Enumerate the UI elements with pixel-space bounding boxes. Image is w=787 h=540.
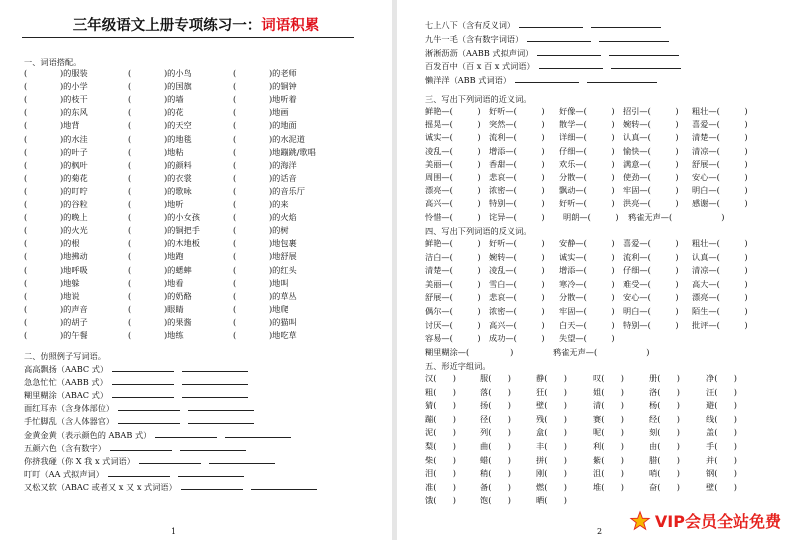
fill-blank-item[interactable]: ( )地爬 [233, 303, 289, 314]
fill-blank-item[interactable]: 牢固—( ) [623, 185, 679, 196]
fill-blank-item[interactable]: 呢( ) [593, 427, 624, 438]
fill-blank-item[interactable]: 仔细—( ) [559, 145, 615, 156]
imitate-prompt: 叮叮（AA 式拟声词） [24, 468, 104, 479]
fill-blank-item[interactable]: 杨( ) [649, 400, 680, 411]
fill-blank-item[interactable]: 明白—( ) [692, 185, 748, 196]
fill-blank-item[interactable]: 鲜艳—( ) [425, 106, 481, 116]
title-highlight: 词语积累 [261, 18, 320, 34]
fill-blank-item[interactable]: ( )地吃草 [233, 330, 297, 340]
imitate-line [425, 59, 681, 73]
answer-line[interactable] [591, 18, 661, 28]
fill-blank-item[interactable]: 好听—( ) [489, 106, 545, 116]
fill-blank-item[interactable]: ( )的红头 [233, 264, 297, 275]
fill-blank-item[interactable]: ( )的颜料 [128, 159, 192, 170]
fill-blank-item[interactable]: 明白—( ) [623, 306, 679, 316]
answer-line[interactable] [155, 428, 217, 438]
fill-blank-item[interactable]: 悲哀—( ) [489, 292, 545, 303]
fill-blank-item[interactable]: 悲哀—( ) [489, 172, 545, 182]
imitate-prompt: 百发百中（百 x 百 x 式词语） [425, 61, 535, 72]
fill-blank-item[interactable]: 沮( ) [593, 468, 624, 479]
fill-blank-item[interactable]: ( )的奶酪 [128, 290, 192, 301]
fill-blank-item[interactable]: 粗( ) [425, 386, 456, 397]
fill-blank-item[interactable]: 静( ) [536, 373, 567, 383]
answer-line[interactable] [182, 362, 248, 372]
fill-blank-item[interactable]: 由( ) [649, 441, 680, 451]
answer-line[interactable] [112, 388, 174, 398]
fill-blank-item[interactable]: ( )的音乐厅 [233, 185, 305, 196]
fill-blank-item[interactable]: ( )地呼吸 [24, 264, 88, 275]
fill-blank-item[interactable]: 糊里糊涂—( ) [425, 346, 514, 357]
fill-blank-item[interactable]: ( )地蹦跳/歌唱 [233, 146, 316, 157]
fill-blank-item[interactable]: ( )的声音 [24, 303, 88, 314]
fill-blank-item[interactable]: ( )的小学 [24, 81, 88, 92]
fill-blank-item[interactable]: 特别—( ) [623, 319, 679, 330]
fill-blank-item[interactable]: 美丽—( ) [425, 278, 481, 289]
fill-blank-item[interactable]: ( )的根 [24, 238, 80, 249]
page-2 [397, 0, 787, 540]
answer-line[interactable] [188, 414, 254, 424]
fill-blank-item[interactable]: 拼( ) [536, 454, 567, 465]
imitate-line [425, 18, 661, 32]
imitate-prompt: 糊里糊涂（ABAC 式） [24, 390, 109, 401]
fill-blank-item[interactable]: 漂亮—( ) [692, 292, 748, 303]
fill-blank-item[interactable]: 清凉—( ) [692, 265, 748, 276]
fill-blank-item[interactable]: 凌乱—( ) [489, 265, 545, 276]
fill-blank-item[interactable]: ( )的谷粒 [24, 199, 88, 209]
fill-blank-item[interactable]: 壁( ) [536, 400, 567, 411]
fill-blank-item[interactable]: ( )的叮咛 [24, 185, 88, 196]
fill-blank-item[interactable]: 汪( ) [706, 386, 737, 397]
imitate-line [24, 480, 317, 494]
fill-blank-item[interactable]: 丰( ) [536, 441, 567, 451]
imitate-prompt: 面红耳赤（含身体部位） [24, 403, 115, 414]
imitate-line [24, 362, 248, 376]
fill-blank-item[interactable]: ( )的蟋蟀 [128, 264, 192, 275]
fill-blank-item[interactable]: 感谢—( ) [692, 198, 748, 209]
imitate-prompt: 高高飘扬（AABC 式） [24, 364, 109, 374]
fill-blank-item[interactable]: 欢乐—( ) [559, 158, 615, 169]
fill-blank-item[interactable]: ( )地听 [128, 199, 184, 209]
fill-blank-item[interactable]: 残( ) [536, 413, 567, 424]
fill-blank-item[interactable]: 喜爱—( ) [623, 238, 679, 248]
section-2-heading: 二、仿照例子写词语。 [24, 351, 106, 361]
answer-line[interactable] [515, 73, 579, 83]
fill-blank-item[interactable]: 狂( ) [536, 386, 567, 397]
fill-blank-item[interactable]: ( )的枫叶 [24, 159, 88, 170]
fill-blank-item[interactable]: 特别—( ) [489, 198, 545, 209]
fill-blank-item[interactable]: 偶尔—( ) [425, 306, 481, 316]
fill-blank-item[interactable]: 舒展—( ) [692, 158, 748, 169]
fill-blank-item[interactable]: 婉转—( ) [623, 119, 679, 130]
fill-blank-item[interactable]: ( )的铜把手 [128, 225, 200, 236]
answer-line[interactable] [118, 401, 180, 411]
fill-blank-item[interactable]: 清楚—( ) [425, 265, 481, 276]
fill-blank-item[interactable]: 突然—( ) [489, 119, 545, 130]
fill-blank-item[interactable]: ( )的木地板 [128, 238, 200, 249]
fill-blank-item[interactable]: 堆( ) [593, 481, 624, 492]
fill-blank-item[interactable]: ( )的地面 [233, 120, 297, 131]
answer-line[interactable] [587, 73, 657, 83]
imitate-line [24, 428, 291, 442]
fill-blank-item[interactable]: 鲜艳—( ) [425, 238, 481, 248]
fill-blank-item[interactable]: 认真—( ) [623, 132, 679, 143]
fill-blank-item[interactable]: 喜爱—( ) [692, 119, 748, 130]
answer-line[interactable] [180, 441, 246, 451]
fill-blank-item[interactable]: 难受—( ) [623, 278, 679, 289]
fill-blank-item[interactable]: 陌生—( ) [692, 306, 748, 316]
fill-blank-item[interactable]: 钢( ) [706, 468, 737, 479]
fill-blank-item[interactable]: 净( ) [706, 373, 737, 383]
title-main: 三年级语文上册专项练习一： [72, 18, 262, 34]
fill-blank-item[interactable]: 曲( ) [480, 441, 511, 451]
fill-blank-item[interactable]: 姐( ) [593, 386, 624, 397]
fill-blank-item[interactable]: ( )地拂动 [24, 251, 88, 262]
fill-blank-item[interactable]: ( )的海洋 [233, 159, 297, 170]
fill-blank-item[interactable]: 分散—( ) [559, 292, 615, 303]
answer-line[interactable] [118, 414, 180, 424]
imitate-line [24, 375, 248, 389]
fill-blank-item[interactable]: 猜( ) [425, 400, 456, 411]
fill-blank-item[interactable]: ( )的火焰 [233, 212, 297, 223]
fill-blank-item[interactable]: 浓密—( ) [489, 185, 545, 196]
imitate-line [24, 454, 275, 468]
answer-line[interactable] [599, 32, 669, 42]
fill-blank-item[interactable]: 讨厌—( ) [425, 319, 481, 330]
imitate-prompt: 淅淅沥沥（AABB 式拟声词） [425, 47, 534, 58]
fill-blank-item[interactable]: ( )的果酱 [128, 316, 192, 327]
fill-blank-item[interactable]: 满意—( ) [623, 158, 679, 169]
fill-blank-item[interactable]: 扬( ) [480, 400, 511, 411]
fill-blank-item[interactable]: ( )的草丛 [233, 290, 297, 301]
fill-blank-item[interactable]: 刻( ) [649, 427, 680, 438]
fill-blank-item[interactable]: 高兴—( ) [489, 319, 545, 330]
fill-blank-item[interactable]: 寒冷—( ) [559, 278, 615, 289]
fill-blank-item[interactable]: ( )的老师 [233, 68, 297, 78]
answer-line[interactable] [178, 467, 244, 477]
imitate-line [24, 401, 254, 415]
imitate-prompt: 你挤我碰（你 X 我 x 式词语） [24, 455, 135, 466]
fill-blank-item[interactable]: 增添—( ) [559, 265, 615, 276]
fill-blank-item[interactable]: ( )地练 [128, 330, 184, 340]
fill-blank-item[interactable]: 高大—( ) [692, 278, 748, 289]
fill-blank-item[interactable]: ( )地舒展 [233, 251, 297, 262]
answer-line[interactable] [527, 32, 591, 42]
fill-blank-item[interactable]: ( )的衣裳 [128, 172, 192, 183]
fill-blank-item[interactable]: 安心—( ) [692, 172, 748, 182]
fill-blank-item[interactable]: ( )地看 [128, 277, 184, 288]
page-number: 1 [171, 527, 177, 536]
answer-line[interactable] [182, 375, 248, 385]
fill-blank-item[interactable]: 婉转—( ) [489, 251, 545, 262]
fill-blank-item[interactable]: 高兴—( ) [425, 198, 481, 209]
imitate-prompt: 懒洋洋（ABB 式词语） [425, 75, 512, 86]
section-3-heading: 三、写出下列词语的近义词。 [425, 94, 532, 104]
answer-line[interactable] [182, 388, 248, 398]
answer-line[interactable] [181, 480, 243, 490]
fill-blank-item[interactable]: ( )的东风 [24, 107, 88, 118]
fill-blank-item[interactable]: 增添—( ) [489, 145, 545, 156]
fill-blank-item[interactable]: 飘动—( ) [559, 185, 615, 196]
imitate-line [24, 388, 248, 402]
fill-blank-item[interactable]: 散学—( ) [559, 119, 615, 130]
fill-blank-item[interactable]: ( )的来 [233, 199, 289, 209]
fill-blank-item[interactable]: ( )的天空 [128, 120, 192, 131]
fill-blank-item[interactable]: 径( ) [480, 413, 511, 424]
imitate-line [24, 414, 254, 428]
fill-blank-item[interactable]: 蹦( ) [425, 413, 456, 424]
fill-blank-item[interactable]: 招引—( ) [623, 106, 679, 116]
fill-blank-item[interactable]: 清楚—( ) [692, 132, 748, 143]
fill-blank-item[interactable]: 泪( ) [425, 468, 456, 479]
fill-blank-item[interactable]: ( )地躲 [24, 277, 80, 288]
fill-blank-item[interactable]: 腊( ) [649, 454, 680, 465]
fill-blank-item[interactable]: 落( ) [480, 386, 511, 397]
fill-blank-item[interactable]: 分散—( ) [559, 172, 615, 182]
answer-line[interactable] [112, 362, 174, 372]
fill-blank-item[interactable]: 利( ) [593, 441, 624, 451]
fill-blank-item[interactable]: 诧异—( ) [489, 211, 545, 222]
imitate-line [425, 73, 657, 87]
fill-blank-item[interactable]: 洛( ) [649, 386, 680, 397]
fill-blank-item[interactable]: 线( ) [706, 413, 737, 424]
answer-line[interactable] [209, 454, 275, 464]
section-4-heading: 四、写出下列词语的反义词。 [425, 226, 532, 236]
fill-blank-item[interactable]: 怜惜—( ) [425, 211, 481, 222]
fill-blank-item[interactable]: 蜡( ) [480, 454, 511, 465]
fill-blank-item[interactable]: 晒( ) [536, 495, 567, 506]
imitate-line [425, 46, 679, 60]
fill-blank-item[interactable]: ( )地背 [24, 120, 80, 131]
fill-blank-item[interactable]: 燃( ) [536, 481, 567, 492]
fill-blank-item[interactable]: ( )地包裹 [233, 238, 297, 249]
section-5-heading: 五、形近字组词。 [425, 361, 491, 371]
answer-line[interactable] [225, 428, 291, 438]
fill-blank-item[interactable]: 白天—( ) [559, 319, 615, 330]
fill-blank-item[interactable]: ( )的午餐 [24, 330, 88, 340]
fill-blank-item[interactable]: ( )的歌咏 [128, 185, 192, 196]
fill-blank-item[interactable]: ( )的小女孩 [128, 212, 200, 223]
fill-blank-item[interactable]: 梨( ) [425, 441, 456, 451]
fill-blank-item[interactable]: 详细—( ) [559, 132, 615, 143]
fill-blank-item[interactable]: ( )眼睛 [128, 303, 184, 314]
imitate-prompt: 急急忙忙（AABB 式） [24, 377, 108, 388]
fill-blank-item[interactable]: 流利—( ) [489, 132, 545, 143]
fill-blank-item[interactable]: 安静—( ) [559, 238, 615, 248]
imitate-line [24, 441, 246, 455]
answer-line[interactable] [251, 480, 317, 490]
fill-blank-item[interactable]: 柴( ) [425, 454, 456, 465]
fill-blank-item[interactable]: ( )的水泥道 [233, 133, 305, 144]
imitate-prompt: 又松又软（ABAC 或者又 x 又 x 式词语） [24, 481, 177, 492]
fill-blank-item[interactable]: 饱( ) [480, 495, 511, 506]
fill-blank-item[interactable]: 避( ) [706, 400, 737, 411]
fill-blank-item[interactable]: ( )的墙 [128, 94, 184, 105]
fill-blank-item[interactable]: 批评—( ) [692, 319, 748, 330]
fill-blank-item[interactable]: 列( ) [480, 427, 511, 438]
fill-blank-item[interactable]: ( )的水洼 [24, 133, 88, 144]
fill-blank-item[interactable]: 流利—( ) [623, 251, 679, 262]
fill-blank-item[interactable]: 美丽—( ) [425, 158, 481, 169]
answer-line[interactable] [537, 46, 601, 56]
imitate-prompt: 九牛一毛（含有数字词语） [425, 33, 524, 44]
fill-blank-item[interactable]: 汉( ) [425, 373, 456, 383]
imitate-prompt: 金黄金黄（表示颜色的 ABAB 式） [24, 429, 152, 440]
fill-blank-item[interactable]: ( )的叶子 [24, 146, 88, 157]
fill-blank-item[interactable]: 明朗—( ) [563, 211, 619, 222]
fill-blank-item[interactable]: 周围—( ) [425, 172, 481, 182]
imitate-prompt: 五颜六色（含有数字） [24, 442, 106, 453]
fill-blank-item[interactable]: ( )的枝干 [24, 94, 88, 105]
fill-blank-item[interactable]: 香甜—( ) [489, 158, 545, 169]
fill-blank-item[interactable]: 奋( ) [649, 481, 680, 492]
answer-line[interactable] [188, 401, 254, 411]
fill-blank-item[interactable]: 鸦雀无声—( ) [628, 211, 725, 222]
fill-blank-item[interactable]: 哨( ) [649, 468, 680, 479]
fill-blank-item[interactable]: 失望—( ) [559, 333, 615, 344]
page-1 [0, 0, 392, 540]
fill-blank-item[interactable]: 舒展—( ) [425, 292, 481, 303]
fill-blank-item[interactable]: 紫( ) [593, 454, 624, 465]
fill-blank-item[interactable]: 粗壮—( ) [692, 106, 748, 116]
fill-blank-item[interactable]: ( )的菊花 [24, 172, 88, 183]
page-number: 2 [597, 527, 603, 536]
answer-line[interactable] [108, 467, 170, 477]
fill-blank-item[interactable]: ( )地叫 [233, 277, 289, 288]
fill-blank-item[interactable]: 认真—( ) [692, 251, 748, 262]
vip-watermark [629, 509, 781, 532]
fill-blank-item[interactable]: 刚( ) [536, 468, 567, 479]
fill-blank-item[interactable]: 成功—( ) [489, 333, 545, 344]
fill-blank-item[interactable]: 洁白—( ) [425, 251, 481, 262]
fill-blank-item[interactable]: 诚实—( ) [425, 132, 481, 143]
fill-blank-item[interactable]: 清凉—( ) [692, 145, 748, 156]
fill-blank-item[interactable]: ( )的小鸟 [128, 68, 192, 78]
star-icon [629, 510, 651, 532]
fill-blank-item[interactable]: 容易—( ) [425, 333, 481, 344]
fill-blank-item[interactable]: 好听—( ) [559, 198, 615, 209]
title-divider [22, 37, 354, 38]
fill-blank-item[interactable]: ( )地听着 [233, 94, 297, 105]
fill-blank-item[interactable]: ( )的晚上 [24, 212, 88, 223]
fill-blank-item[interactable]: ( )地粘 [128, 146, 184, 157]
fill-blank-item[interactable]: 雪白—( ) [489, 278, 545, 289]
answer-line[interactable] [139, 454, 201, 464]
fill-blank-item[interactable]: 服( ) [480, 373, 511, 383]
fill-blank-item[interactable]: 稍( ) [480, 468, 511, 479]
page-title [0, 14, 392, 35]
fill-blank-item[interactable]: 粗壮—( ) [692, 238, 748, 248]
fill-blank-item[interactable]: 诚实—( ) [559, 251, 615, 262]
fill-blank-item[interactable]: 经( ) [649, 413, 680, 424]
fill-blank-item[interactable]: 仔细—( ) [623, 265, 679, 276]
fill-blank-item[interactable]: ( )的国旗 [128, 81, 192, 92]
fill-blank-item[interactable]: 壁( ) [706, 481, 737, 492]
fill-blank-item[interactable]: 好像—( ) [559, 106, 615, 116]
fill-blank-item[interactable]: 准( ) [425, 481, 456, 492]
fill-blank-item[interactable]: ( )的话音 [233, 172, 297, 183]
fill-blank-item[interactable]: ( )的树 [233, 225, 289, 236]
fill-blank-item[interactable]: 摇晃—( ) [425, 119, 481, 130]
fill-blank-item[interactable]: ( )地画 [233, 107, 289, 118]
fill-blank-item[interactable]: ( )的铜钟 [233, 81, 297, 92]
section-1-heading: 一、词语搭配。 [24, 57, 82, 67]
fill-blank-item[interactable]: 洪亮—( ) [623, 198, 679, 209]
answer-line[interactable] [609, 46, 679, 56]
fill-blank-item[interactable]: 泥( ) [425, 427, 456, 438]
fill-blank-item[interactable]: 牢固—( ) [559, 306, 615, 316]
fill-blank-item[interactable]: 饿( ) [425, 495, 456, 506]
fill-blank-item[interactable]: 清( ) [593, 400, 624, 411]
imitate-prompt: 手忙脚乱（含人体器官） [24, 416, 115, 427]
fill-blank-item[interactable]: 盒( ) [536, 427, 567, 438]
answer-line[interactable] [539, 59, 603, 69]
fill-blank-item[interactable]: 浓密—( ) [489, 306, 545, 316]
fill-blank-item[interactable]: ( )的花 [128, 107, 184, 118]
fill-blank-item[interactable]: 手( ) [706, 441, 737, 451]
fill-blank-item[interactable]: 叹( ) [593, 373, 624, 383]
fill-blank-item[interactable]: 漂亮—( ) [425, 185, 481, 196]
fill-blank-item[interactable]: 凌乱—( ) [425, 145, 481, 156]
answer-line[interactable] [611, 59, 681, 69]
fill-blank-item[interactable]: ( )的火光 [24, 225, 88, 236]
fill-blank-item[interactable]: ( )的服装 [24, 68, 88, 78]
fill-blank-item[interactable]: ( )地跑 [128, 251, 184, 262]
fill-blank-item[interactable]: 并( ) [706, 454, 737, 465]
answer-line[interactable] [519, 18, 583, 28]
fill-blank-item[interactable]: 备( ) [480, 481, 511, 492]
fill-blank-item[interactable]: 册( ) [649, 373, 680, 383]
watermark-text: VIP会员全站免费 [654, 512, 781, 531]
fill-blank-item[interactable]: ( )的猫叫 [233, 316, 297, 327]
answer-line[interactable] [112, 375, 174, 385]
fill-blank-item[interactable]: ( )的地毯 [128, 133, 192, 144]
imitate-line [24, 467, 244, 481]
fill-blank-item[interactable]: 好听—( ) [489, 238, 545, 248]
fill-blank-item[interactable]: 安心—( ) [623, 292, 679, 303]
imitate-line [425, 32, 669, 46]
fill-blank-item[interactable]: ( )的胡子 [24, 316, 88, 327]
fill-blank-item[interactable]: 鸦雀无声—( ) [553, 346, 650, 357]
fill-blank-item[interactable]: 盖( ) [706, 427, 737, 438]
fill-blank-item[interactable]: 使劲—( ) [623, 172, 679, 182]
fill-blank-item[interactable]: ( )地说 [24, 290, 80, 301]
fill-blank-item[interactable]: 愉快—( ) [623, 145, 679, 156]
fill-blank-item[interactable]: 赛( ) [593, 413, 624, 424]
answer-line[interactable] [110, 441, 172, 451]
imitate-prompt: 七上八下（含有反义词） [425, 20, 516, 30]
